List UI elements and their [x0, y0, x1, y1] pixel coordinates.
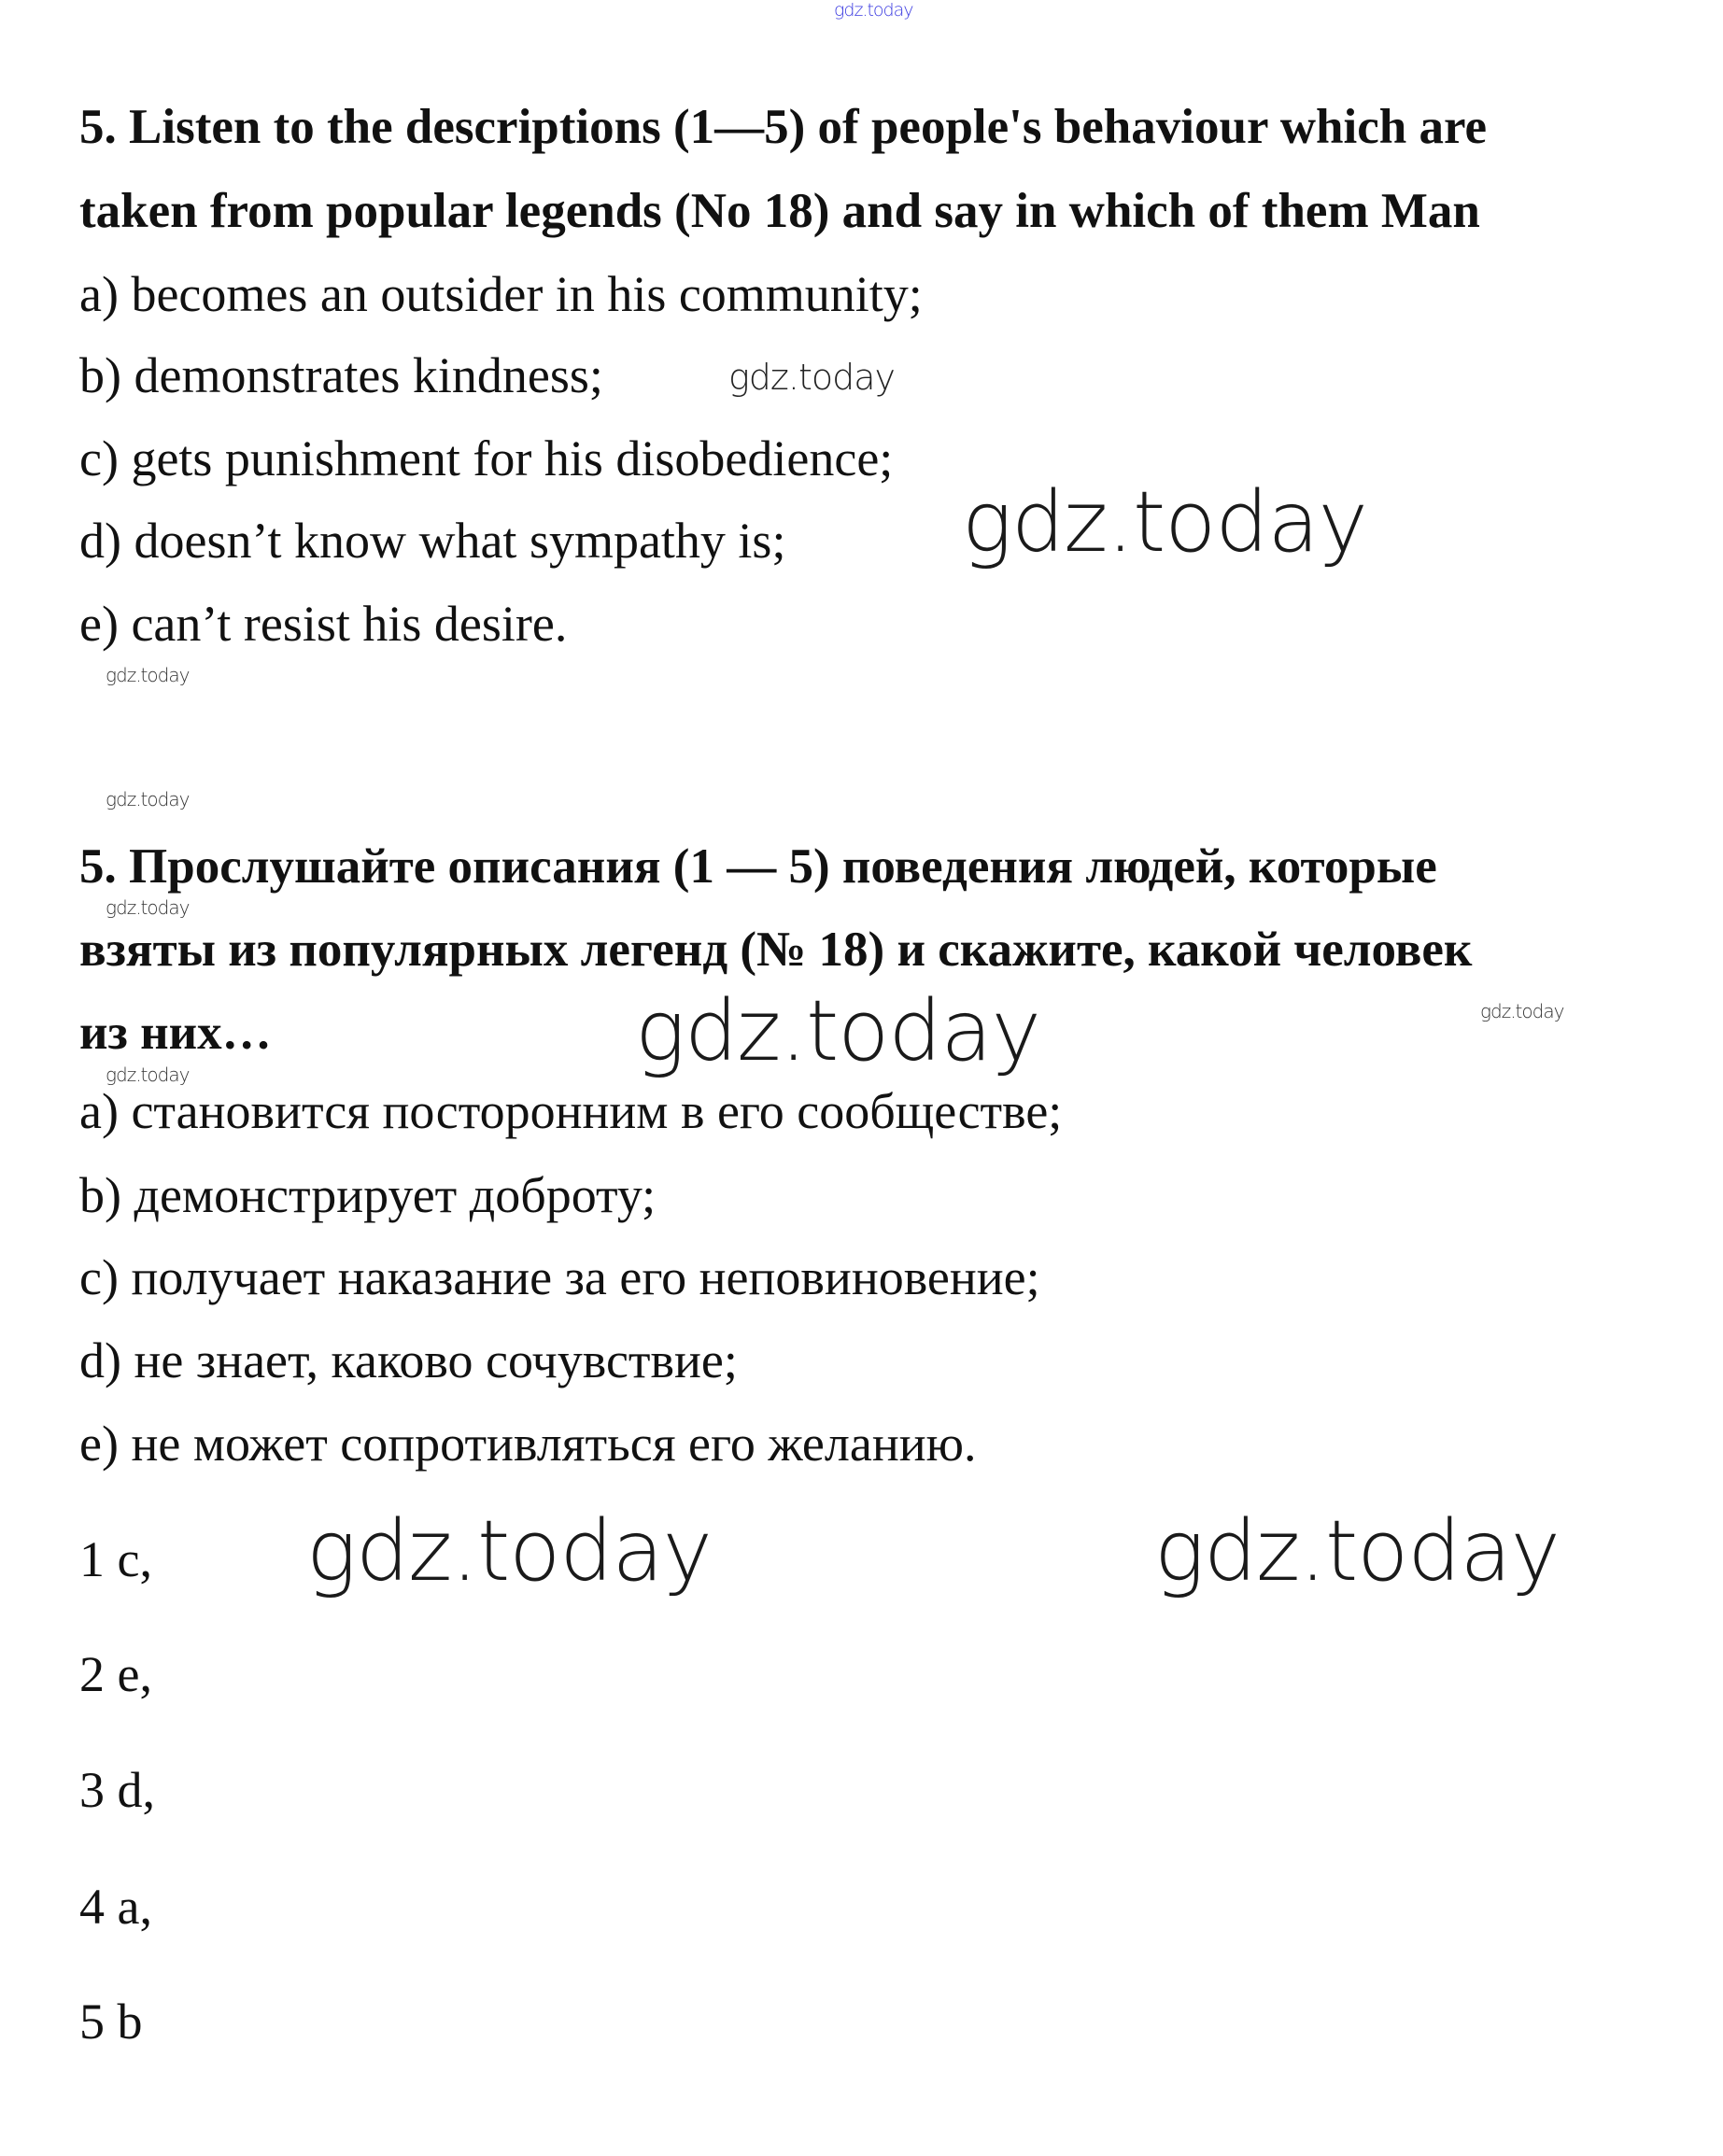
- option-ru-c: c) получает наказание за его неповиновение;: [79, 1249, 1040, 1305]
- option-en-d: d) doesn’t know what sympathy is;: [79, 513, 786, 569]
- answer-5: 5 b: [79, 1994, 143, 2050]
- option-en-a: a) becomes an outsider in his community;: [79, 266, 923, 322]
- option-en-e: e) can’t resist his desire.: [79, 596, 568, 652]
- watermark: gdz.today: [106, 896, 190, 919]
- watermark: gdz.today: [106, 664, 190, 686]
- answer-2: 2 e,: [79, 1646, 152, 1702]
- watermark: gdz.today: [635, 982, 1040, 1080]
- answer-1: 1 c,: [79, 1531, 152, 1587]
- option-ru-d: d) не знает, каково сочувствие;: [79, 1332, 738, 1388]
- exercise-heading-ru-line-3: из них…: [79, 1006, 272, 1060]
- watermark: gdz.today: [1480, 1000, 1564, 1022]
- option-ru-a: a) становится посторонним в его сообществе;: [79, 1083, 1063, 1139]
- watermark-top: gdz.today: [834, 0, 913, 21]
- watermark: gdz.today: [1154, 1502, 1560, 1600]
- watermark: gdz.today: [106, 1064, 190, 1086]
- exercise-heading-ru-line-2: взяты из популярных легенд (№ 18) и скажите, какой человек: [79, 923, 1473, 977]
- watermark: gdz.today: [962, 473, 1367, 571]
- watermark: gdz.today: [728, 357, 895, 398]
- option-en-c: c) gets punishment for his disobedience;: [79, 430, 894, 486]
- exercise-heading-ru-line-1: 5. Прослушайте описания (1 — 5) поведения людей, которые: [79, 839, 1437, 894]
- option-ru-e: e) не может сопротивляться его желанию.: [79, 1416, 977, 1472]
- exercise-heading-en-line-2: taken from popular legends (No 18) and say in which of them Man: [79, 184, 1480, 238]
- answer-3: 3 d,: [79, 1762, 155, 1818]
- watermark: gdz.today: [306, 1502, 712, 1600]
- option-en-b: b) demonstrates kindness;: [79, 347, 603, 403]
- option-ru-b: b) демонстрирует доброту;: [79, 1167, 657, 1223]
- answer-4: 4 a,: [79, 1879, 152, 1935]
- exercise-heading-en-line-1: 5. Listen to the descriptions (1—5) of people's behaviour which are: [79, 100, 1488, 154]
- watermark: gdz.today: [106, 788, 190, 810]
